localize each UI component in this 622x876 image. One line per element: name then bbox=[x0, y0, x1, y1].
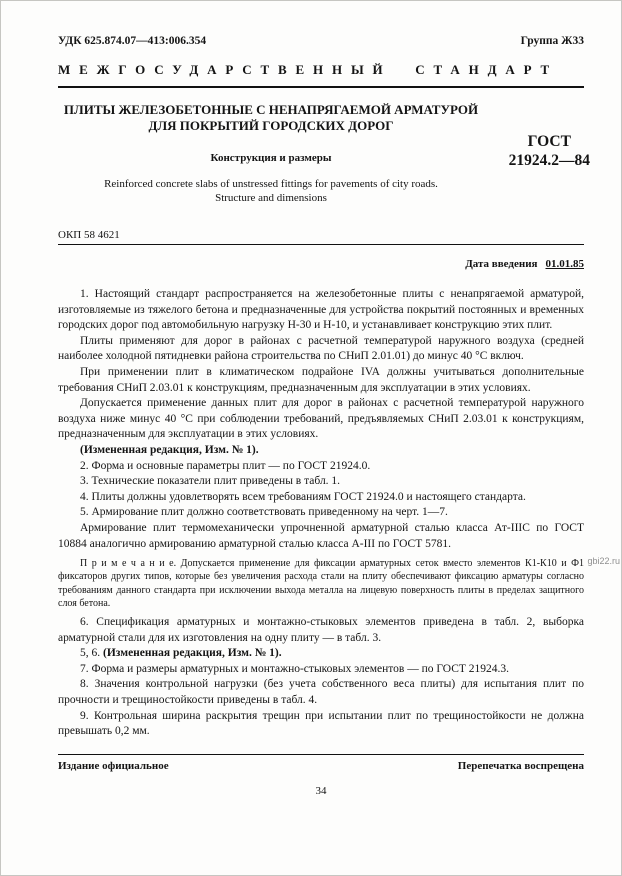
udk-number: УДК 625.874.07—413:006.354 bbox=[58, 35, 207, 47]
doc-subtitle: Конструкция и размеры bbox=[210, 151, 332, 164]
footer-rule bbox=[58, 754, 584, 755]
classification-row bbox=[58, 35, 584, 47]
page-number: 34 bbox=[315, 784, 327, 797]
amendment-note-1: (Измененная редакция, Изм. № 1). bbox=[80, 444, 259, 457]
doc-title-english bbox=[58, 177, 484, 206]
body-paragraph-item6: 6. Спецификация арматурных и монтажно-стыковых элементов приведена в табл. 2, выборка арматурной стали для их изготовления на одну плиту — в табл. 3. bbox=[58, 616, 584, 644]
effective-date-label: Дата введения bbox=[465, 258, 538, 271]
note-label: П р и м е ч а н и е. bbox=[80, 558, 177, 570]
okp-number: ОКП 58 4621 bbox=[58, 229, 120, 242]
gost-designation bbox=[509, 132, 590, 171]
body-paragraph-2: Плиты применяют для дорог в районах с расчетной температурой наружного воздуха (средней наиболее холодной пятидневки района строительства по СНиП 2.01.01) до минус 40 °С включ. bbox=[58, 334, 584, 363]
body-paragraph-item4: 4. Плиты должны удовлетворять всем требованиям ГОСТ 21924.0 и настоящего стандарта. bbox=[80, 490, 526, 503]
reprint-prohibited-label: Перепечатка воспрещена bbox=[457, 759, 584, 772]
official-edition-label: Издание официальное bbox=[58, 759, 169, 772]
gost-number: 21924.2—84 bbox=[508, 152, 590, 170]
body-paragraph-4: Допускается применение данных плит для дорог в районах с расчетной температурой наружного воздуха ниже минус 40 °С при соблюдении требований, предъявляемых СНиП 2.03.01 к конструкциям, предназначенным для эксплуатации в этих условиях. bbox=[58, 397, 584, 441]
body-text bbox=[58, 287, 584, 740]
group-label: Группа Ж33 bbox=[520, 35, 584, 47]
body-paragraph-3: При применении плит в климатическом подрайоне IVA должны учитываться дополнительные требования СНиП 2.03.01 к конструкциям, предназначенным для эксплуатации в этих условиях. bbox=[58, 366, 584, 394]
effective-date bbox=[58, 258, 584, 270]
body-paragraph-item2: 2. Форма и основные параметры плит — по ГОСТ 21924.0. bbox=[80, 459, 371, 472]
amendment-note-2-prefix: 5, 6. bbox=[80, 647, 103, 660]
gost-label: ГОСТ bbox=[527, 133, 571, 150]
doc-title-en-line2: Structure and dimensions bbox=[215, 191, 327, 204]
note-text: Допускается применение для фиксации арматурных сеток вместо элементов К1-К10 и Ф1 фиксаторов других типов, которые без увеличения расхода стали на плиту обеспечивают фиксацию арматуры согласно требованиям данного стандарта при исключении выхода металла на лицевую поверхность плиты в пределах защитного слоя бетона. bbox=[58, 558, 585, 609]
doc-title-en-line1: Reinforced concrete slabs of unstressed fittings for pavements of city roads. bbox=[104, 177, 438, 190]
header-rule bbox=[58, 86, 584, 88]
okp-rule bbox=[58, 244, 584, 245]
amendment-note-2 bbox=[58, 646, 584, 662]
body-paragraph-item8: 8. Значения контрольной нагрузки (без учета собственного веса плиты) для испытания плит по прочности и трещиностойкости приведены в табл. 4. bbox=[58, 678, 584, 706]
note-paragraph bbox=[58, 557, 584, 610]
doc-title-line1: ПЛИТЫ ЖЕЛЕЗОБЕТОННЫЕ С НЕНАПРЯГАЕМОЙ АРМАТУРОЙ bbox=[63, 102, 479, 117]
doc-title-line2: ДЛЯ ПОКРЫТИЙ ГОРОДСКИХ ДОРОГ bbox=[148, 118, 394, 134]
body-paragraph-item5: 5. Армирование плит должно соответствовать приведенному на черт. 1—7. bbox=[80, 506, 448, 519]
body-paragraph-item5a: Армирование плит термомеханически упрочненной арматурной сталью класса Ат-IIIС по ГОСТ 10884 аналогично армированию арматурной сталью класса А-III по ГОСТ 5781. bbox=[58, 522, 584, 550]
title-block bbox=[58, 102, 590, 205]
amendment-note-2-bold: (Измененная редакция, Изм. № 1). bbox=[103, 647, 282, 660]
doc-title bbox=[58, 102, 484, 135]
body-paragraph-item3: 3. Технические показатели плит приведены в табл. 1. bbox=[80, 475, 341, 488]
body-paragraph-item7: 7. Форма и размеры арматурных и монтажно-стыковых элементов — по ГОСТ 21924.3. bbox=[80, 662, 510, 675]
watermark: gbi22.ru bbox=[587, 556, 620, 566]
body-paragraph-1: 1. Настоящий стандарт распространяется на железобетонные плиты с ненапрягаемой арматурой, изготовляемые из тяжелого бетона и предназначенные для устройства покрытий постоянных и временных городских дорог под автомобильную нагрузку Н-30 и Н-10, и устанавливает конструкцию этих плит. bbox=[58, 288, 584, 332]
effective-date-value: 01.01.85 bbox=[545, 258, 584, 271]
body-paragraph-item9: 9. Контрольная ширина раскрытия трещин при испытании плит по трещиностойкости не должна превышать 0,2 мм. bbox=[58, 709, 584, 738]
footer-row bbox=[58, 760, 584, 772]
standard-type-heading: МЕЖГОСУДАРСТВЕННЫЙ СТАНДАРТ bbox=[58, 62, 559, 77]
